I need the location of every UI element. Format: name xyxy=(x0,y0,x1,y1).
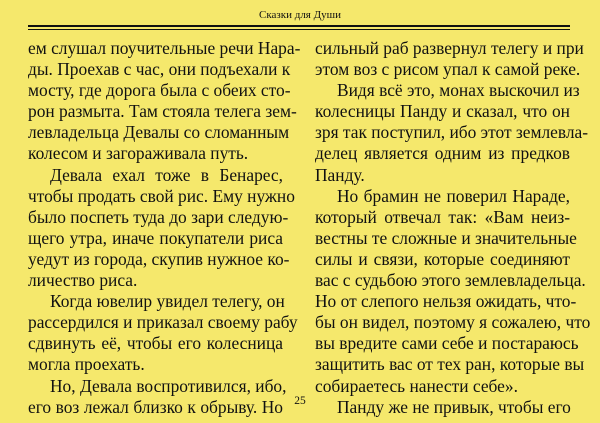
text-line: щего утра, иначе покупатели риса xyxy=(28,227,283,248)
text-line: рассердился и приказал своему рабу xyxy=(28,312,298,333)
text-line: который отвечал так: «Вам неиз- xyxy=(315,206,570,227)
text-line: сдвинуть её, чтобы его колесница xyxy=(28,333,283,354)
text-line: было поспеть туда до зари следую- xyxy=(28,206,289,227)
text-line: собираетесь нанести себе». xyxy=(315,375,518,396)
text-line: мосту, где дорога была с обеих сто- xyxy=(28,80,291,101)
text-line: зря так поступил, ибо этот землевла- xyxy=(315,122,589,143)
text-line: чтобы продать свой рис. Ему нужно xyxy=(28,185,295,206)
text-line: вас с судьбою этого землевладельца. xyxy=(315,270,586,291)
text-line: вы вредите сами себе и постараюсь xyxy=(315,333,579,354)
text-line: колесницы Панду и сказал, что он xyxy=(315,101,570,122)
text-line: Видя всё это, монах выскочил из xyxy=(337,80,580,101)
right-text-column xyxy=(315,38,591,418)
text-line: бы он видел, поэтому я сожалею, что xyxy=(315,312,591,333)
text-line: Панду же не привык, чтобы его xyxy=(337,396,571,417)
text-line: Но от слепого нельзя ожидать, что- xyxy=(315,291,577,312)
text-line: ды. Проехав с час, они подъехали к xyxy=(28,59,291,80)
text-line: Когда ювелир увидел телегу, он xyxy=(50,291,285,312)
text-line: Девала ехал тоже в Бенарес, xyxy=(50,164,283,185)
text-line: сильный раб развернул телегу и при xyxy=(315,38,584,58)
text-line: колесом и загораживала путь. xyxy=(28,143,249,164)
text-line: этом воз с рисом упал к самой реке. xyxy=(315,59,581,80)
text-line: рон размыта. Там стояла телега зем- xyxy=(28,101,297,122)
text-line: Панду. xyxy=(315,164,365,185)
text-line: его воз лежал близко к обрыву. Но xyxy=(28,396,283,417)
text-line: силы и связи, которые соединяют xyxy=(315,248,570,269)
text-line: ем слушал поучительные речи Нара- xyxy=(28,38,301,58)
text-line: защитить вас от тех ран, которые вы xyxy=(315,354,585,375)
text-line: вестны те сложные и значительные xyxy=(315,227,577,248)
text-line: делец является одним из предков xyxy=(315,143,570,164)
running-title: Сказки для Души xyxy=(259,9,341,21)
header-rule-thin xyxy=(28,29,570,30)
text-line: могла проехать. xyxy=(28,354,145,375)
header-rule-thick xyxy=(28,25,570,27)
page-number: 25 xyxy=(294,395,306,407)
text-line: личество риса. xyxy=(28,270,138,291)
text-line: уедут из города, скупив нужное ко- xyxy=(28,248,290,269)
text-line: левладельца Девалы со сломанным xyxy=(28,122,290,143)
text-line: Но, Девала воспротивился, ибо, xyxy=(50,375,287,396)
text-line: Но брамин не поверил Нараде, xyxy=(337,185,570,206)
